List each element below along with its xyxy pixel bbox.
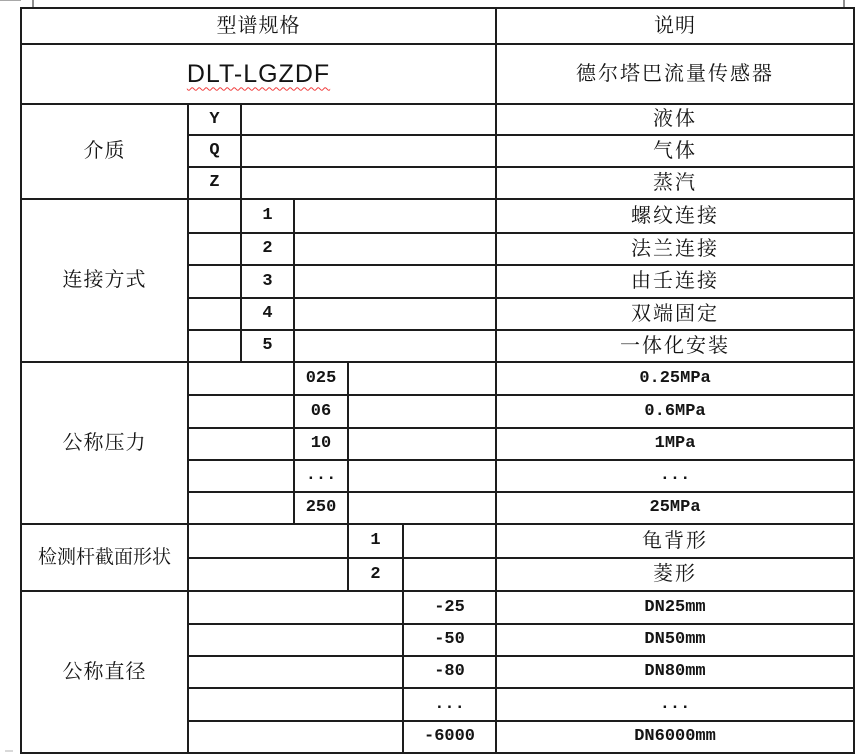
desc-cell: 气体 [496, 135, 854, 167]
desc-cell: ... [496, 688, 854, 721]
desc-cell: ... [496, 460, 854, 492]
ruler-mark-bottom [5, 750, 13, 752]
desc-cell: 螺纹连接 [496, 199, 854, 233]
empty-cell [188, 265, 241, 298]
empty-cell [188, 428, 294, 460]
empty-cell [348, 492, 496, 524]
empty-cell [188, 460, 294, 492]
desc-cell: 蒸汽 [496, 167, 854, 199]
desc-cell: 25MPa [496, 492, 854, 524]
code-cell: 1 [348, 524, 403, 558]
empty-cell [188, 721, 403, 753]
table-row [21, 8, 854, 44]
desc-cell: 双端固定 [496, 298, 854, 330]
table-row [21, 591, 854, 624]
empty-cell [348, 362, 496, 395]
code-cell: 1 [241, 199, 294, 233]
section-label-medium: 介质 [21, 104, 188, 199]
header-desc-cell: 说明 [496, 8, 854, 44]
code-cell: ... [403, 688, 496, 721]
empty-cell [188, 624, 403, 656]
desc-cell: 一体化安装 [496, 330, 854, 362]
code-cell: -50 [403, 624, 496, 656]
section-label-pressure: 公称压力 [21, 362, 188, 524]
empty-cell [403, 558, 496, 591]
empty-cell [241, 104, 496, 135]
code-cell: ... [294, 460, 348, 492]
empty-cell [188, 330, 241, 362]
section-label-rod-shape: 检测杆截面形状 [21, 524, 188, 591]
desc-cell: DN25mm [496, 591, 854, 624]
code-cell: 10 [294, 428, 348, 460]
desc-cell: 由壬连接 [496, 265, 854, 298]
empty-cell [188, 656, 403, 688]
code-cell: Y [188, 104, 241, 135]
empty-cell [348, 395, 496, 428]
desc-cell: 0.6MPa [496, 395, 854, 428]
desc-cell: 1MPa [496, 428, 854, 460]
empty-cell [294, 199, 496, 233]
code-cell: Z [188, 167, 241, 199]
header-spec-cell: 型谱规格 [21, 8, 496, 44]
code-cell: 4 [241, 298, 294, 330]
empty-cell [294, 298, 496, 330]
empty-cell [188, 558, 348, 591]
desc-cell: DN6000mm [496, 721, 854, 753]
empty-cell [188, 395, 294, 428]
section-label-diameter: 公称直径 [21, 591, 188, 753]
desc-cell: 0.25MPa [496, 362, 854, 395]
empty-cell [294, 330, 496, 362]
empty-cell [188, 298, 241, 330]
code-cell: -80 [403, 656, 496, 688]
code-cell: 5 [241, 330, 294, 362]
code-cell: Q [188, 135, 241, 167]
empty-cell [294, 265, 496, 298]
table-row [21, 104, 854, 135]
empty-cell [348, 460, 496, 492]
section-label-connection: 连接方式 [21, 199, 188, 362]
code-cell: 2 [241, 233, 294, 265]
empty-cell [188, 524, 348, 558]
desc-cell: 龟背形 [496, 524, 854, 558]
code-cell: 250 [294, 492, 348, 524]
empty-cell [241, 135, 496, 167]
model-desc-cell: 德尔塔巴流量传感器 [496, 44, 854, 104]
empty-cell [188, 688, 403, 721]
code-cell: 2 [348, 558, 403, 591]
model-code-cell [21, 44, 496, 104]
code-cell: 025 [294, 362, 348, 395]
table-row [21, 362, 854, 395]
empty-cell [188, 362, 294, 395]
empty-cell [241, 167, 496, 199]
table-row [21, 44, 854, 104]
empty-cell [188, 199, 241, 233]
desc-cell: 液体 [496, 104, 854, 135]
code-cell: -6000 [403, 721, 496, 753]
empty-cell [188, 233, 241, 265]
code-cell: 3 [241, 265, 294, 298]
desc-cell: DN50mm [496, 624, 854, 656]
model-code: DLT-LGZDF [186, 59, 331, 88]
empty-cell [348, 428, 496, 460]
ruler-line-left [0, 0, 21, 1]
desc-cell: DN80mm [496, 656, 854, 688]
code-cell: 06 [294, 395, 348, 428]
empty-cell [188, 591, 403, 624]
table-row [21, 199, 854, 233]
table-row [21, 524, 854, 558]
desc-cell: 法兰连接 [496, 233, 854, 265]
empty-cell [403, 524, 496, 558]
desc-cell: 菱形 [496, 558, 854, 591]
empty-cell [294, 233, 496, 265]
spec-table [20, 7, 855, 754]
code-cell: -25 [403, 591, 496, 624]
empty-cell [188, 492, 294, 524]
